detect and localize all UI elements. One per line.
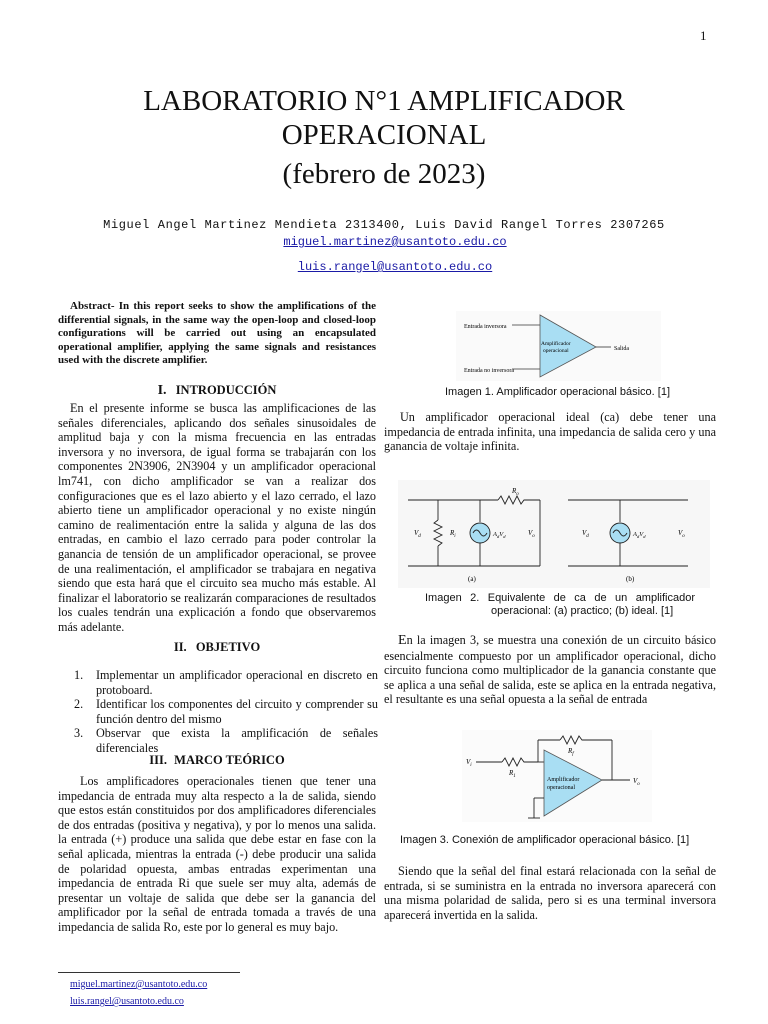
page-number: 1 bbox=[700, 28, 707, 43]
list-item bbox=[58, 697, 378, 726]
section-title: MARCO TEÓRICO bbox=[174, 753, 285, 767]
list-number: 1. bbox=[74, 668, 84, 682]
label-output: Salida bbox=[614, 346, 629, 352]
label-amplifier: Amplificador bbox=[547, 777, 580, 783]
drop-letter: E bbox=[398, 633, 407, 648]
paragraph-figure-3 bbox=[384, 633, 716, 707]
label-vd: $V_d$ bbox=[582, 529, 589, 539]
figure-2-caption-line2: operacional: (a) practico; (b) ideal. [1] bbox=[491, 605, 674, 617]
label-b: (b) bbox=[626, 575, 635, 583]
section-number: I. bbox=[157, 383, 167, 398]
figure-2-ac-equivalent-diagram bbox=[398, 480, 710, 588]
figure-3-inverting-amplifier-diagram bbox=[462, 730, 652, 822]
label-vi: $V_i$ bbox=[466, 758, 472, 768]
email-link-2[interactable]: luis.rangel@usantoto.edu.co bbox=[297, 260, 493, 274]
list-item bbox=[58, 668, 378, 697]
abstract bbox=[58, 300, 376, 368]
footnote-divider bbox=[58, 972, 240, 973]
objective-list bbox=[58, 668, 378, 756]
list-number: 2. bbox=[74, 697, 84, 712]
label-rf: $R_f$ bbox=[568, 747, 574, 757]
footnote-email-2[interactable]: luis.rangel@usantoto.edu.co bbox=[70, 996, 184, 1007]
list-text: Observar que exista la amplificación de señales diferenciales bbox=[96, 726, 378, 755]
label-a: (a) bbox=[468, 575, 476, 583]
figure-1-caption: Imagen 1. Amplificador operacional básico. [1] bbox=[445, 386, 671, 398]
list-text: Identificar los componentes del circuito y comprender su función dentro del mismo bbox=[96, 697, 378, 726]
section-number: II. bbox=[173, 640, 187, 654]
label-vo: $V_o$ bbox=[633, 777, 640, 787]
label-inverting-input: Entrada inversora bbox=[464, 324, 507, 330]
abstract-label: Abstract- bbox=[70, 300, 115, 312]
label-gain-source: $A_dV_d$ bbox=[633, 531, 646, 539]
list-item bbox=[58, 726, 378, 755]
paper-title-line1: LABORATORIO N°1 AMPLIFICADOR bbox=[143, 85, 625, 117]
label-amplifier: Amplificador bbox=[541, 341, 571, 347]
label-gain-source: $A_dV_d$ bbox=[493, 531, 506, 539]
section-title: INTRODUCCIÓN bbox=[175, 383, 277, 397]
list-number: 3. bbox=[74, 726, 84, 741]
section-heading-objective bbox=[58, 640, 376, 655]
label-vo: $V_o$ bbox=[678, 529, 685, 539]
list-text: Implementar un amplificador operacional en discreto en protoboard. bbox=[96, 668, 378, 697]
figure-1-op-amp-diagram bbox=[456, 311, 661, 381]
figure-3-caption: Imagen 3. Conexión de amplificador operacional básico. [1] bbox=[400, 834, 690, 846]
label-ro: $R_o$ bbox=[512, 487, 519, 497]
email-link-1[interactable]: miguel.martinez@usantoto.edu.co bbox=[283, 235, 507, 249]
intro-paragraph: En el presente informe se busca las amplificaciones de las señales diferenciales, aplicando dos señales sinusoidales de amplitud baja y con la misma frecuencia en las entradas inversora y no inversora, de igual forma se trabajarán con los componentes 2N3906, 2N3904 y un amplificador operacional lm741, con dicho amplificador se van a realizar dos configuraciones que es el lazo abierto y el lazo cerrado, el lazo abierto tiene un amplificador operacional y no existe ningún camino de realimentación entre la salida y alguna de las dos entradas, en cambio el lazo cerrado para poder controlar la ganancia de tensión de un amplificador operacional, se provee de una realimentación, el amplificador se trabajara en negativa siendo que esta hará que el circuito sea mucho más estable. Al finalizar el laboratorio se realizarán comparaciones de resultados los cuales tendrán una explicación a fondo que observaremos más adelante. bbox=[58, 401, 376, 634]
label-vd: $V_d$ bbox=[414, 529, 421, 539]
figure-2-caption-line1: Imagen 2. Equivalente de ca de un amplificador bbox=[425, 592, 695, 604]
theory-paragraph: Los amplificadores operacionales tienen que tener una impedancia de entrada muy alta respecto a la de salida, siendo que estos están constituidos por dos amplificadores diferenciales de dos entradas (positiva y negativa), y por lo menos una salida. la entrada (+) produce una salida que debe estar en fase con la señal aplicada, mientras la entrada (-) debe producir una salida de polaridad opuesta, ambas entradas experimentan una impedancia de entrada Ri que suele ser muy alta, además de presentar un voltaje de salida que debe ser la ganancia del amplificador por la señal de entrada tomada a través de una impedancia de salida Ro, este por lo general es muy bajo. bbox=[58, 774, 376, 934]
abstract-text: In this report seeks to show the amplifications of the differential signals, in the same way the open-loop and closed-loop configurations will be carried out using an encapsulated operational amplifier, applying the same signals and resistances used with the discrete amplifier. bbox=[58, 300, 376, 367]
label-ri: $R_i$ bbox=[450, 529, 456, 539]
paragraph-final: Siendo que la señal del final estará relacionada con la señal de entrada, si se suministra en la entrada no inversora aparecerá con una misma polaridad de salida, pero si es una terminal inversora aparecerá invertida en la salida. bbox=[384, 864, 716, 922]
label-r1: $R_1$ bbox=[509, 769, 516, 779]
paragraph-text: n la imagen 3, se muestra una conexión de un circuito básico esencialmente compuesto por un amplificador operacional, dicho circuito funciona como multiplicador de la ganancia constante que se aplica a una señal de salida, este se aplica en la entrada negativa, el resultante es una señal opuesta a la señal de entrada bbox=[384, 633, 716, 707]
section-heading-theory bbox=[58, 753, 376, 768]
label-vo: $V_o$ bbox=[528, 529, 535, 539]
label-noninverting-input: Entrada no inversora bbox=[464, 368, 514, 374]
figure-background bbox=[398, 480, 710, 588]
section-title: OBJETIVO bbox=[195, 640, 261, 654]
section-number: III. bbox=[149, 753, 168, 767]
label-operational: operacional bbox=[547, 785, 575, 791]
paper-date: (febrero de 2023) bbox=[282, 158, 486, 190]
paper-title-line2: OPERACIONAL bbox=[281, 119, 487, 151]
footnote-email-1[interactable]: miguel.martinez@usantoto.edu.co bbox=[70, 979, 208, 990]
paragraph-ideal-op-amp: Un amplificador operacional ideal (ca) debe tener una impedancia de entrada infinita, una impedancia de salida cero y una ganancia de voltaje infinita. bbox=[384, 410, 716, 454]
label-operational: operacional bbox=[543, 348, 569, 354]
section-heading-intro bbox=[58, 383, 376, 399]
authors: Miguel Angel Martinez Mendieta 2313400, Luis David Rangel Torres 2307265 bbox=[103, 218, 665, 232]
